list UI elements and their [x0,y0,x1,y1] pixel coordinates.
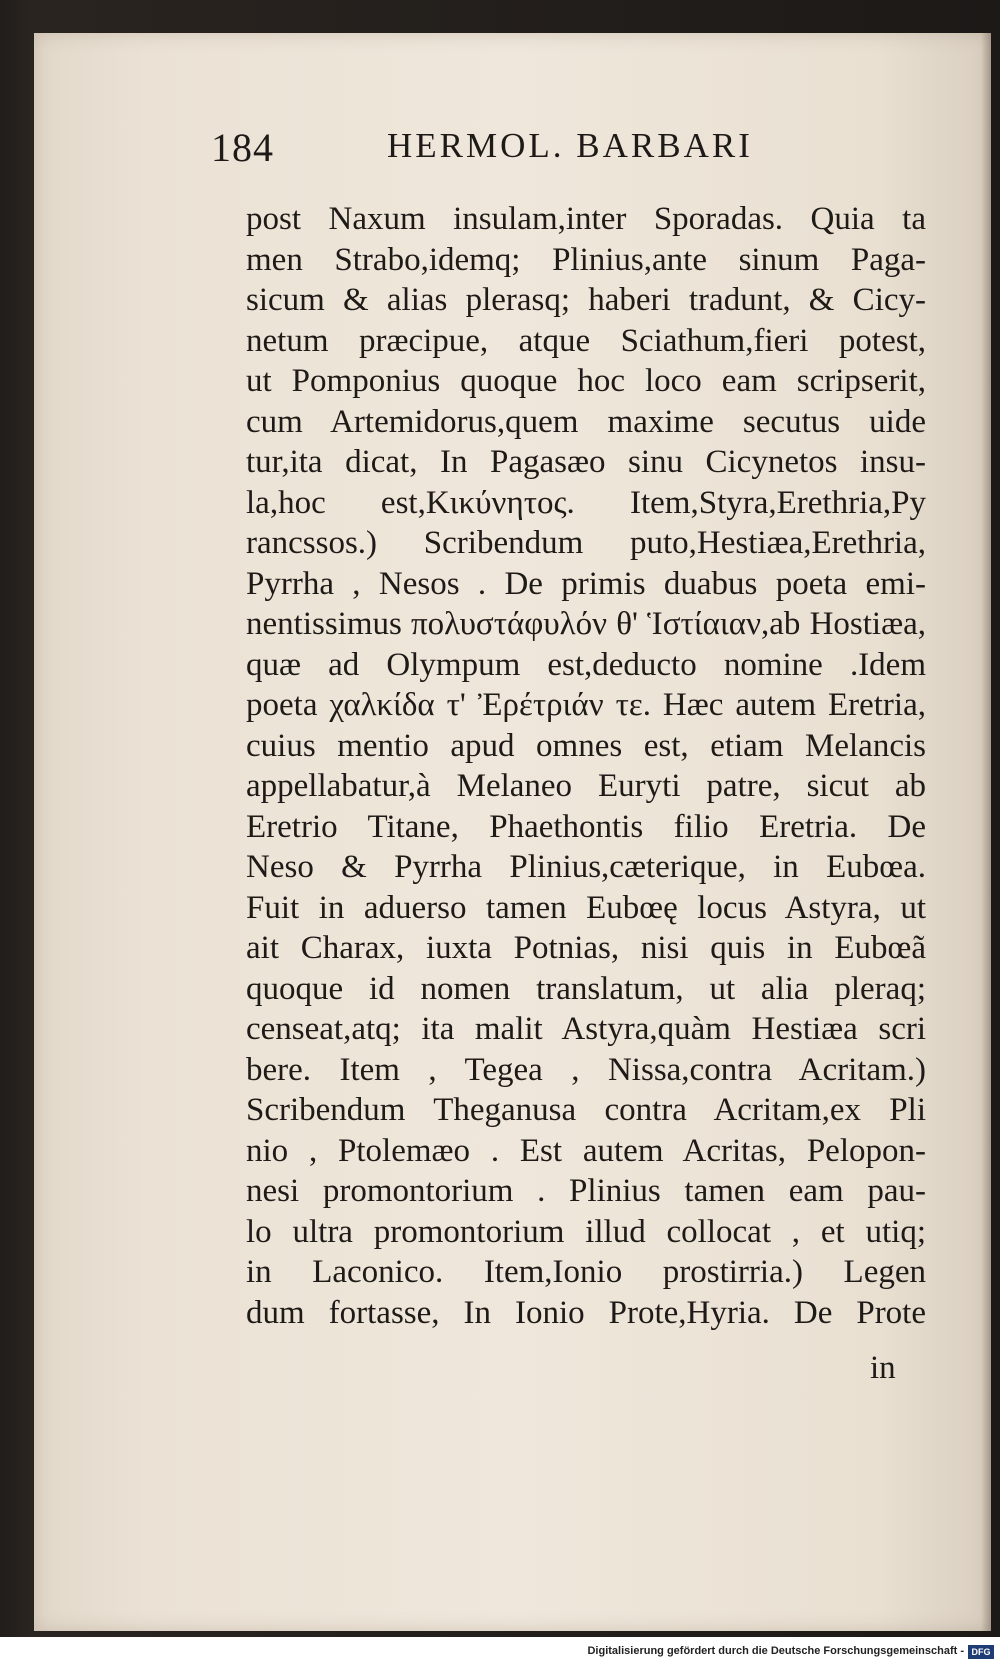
body-text [246,199,926,1333]
catchword: in [870,1350,896,1386]
text-line: netum præcipue, atque Sciathum,fieri potest, [246,322,926,359]
text-line: cuius mentio apud omnes est, etiam Melancis [246,727,926,764]
text-line: in Laconico. Item,Ionio prostirria.) Legen [246,1254,926,1290]
text-line: nio , Ptolemæo . Est autem Acritas, Pelopon- [246,1132,926,1169]
text-line: rancssos.) Scribendum puto,Hestiæa,Erethria, [246,525,926,561]
digitization-footer [0,1637,1000,1669]
text-line: la,hoc est,Κικύνητος. Item,Styra,Erethria,Py [246,484,926,521]
text-line: Scribendum Theganusa contra Acritam,ex Pli [246,1092,926,1128]
page-edge-shadow [981,33,991,1631]
text-line: nesi promontorium . Plinius tamen eam pau- [246,1173,926,1209]
text-line: Eretrio Titane, Phaethontis filio Eretria. De [246,808,926,845]
text-line: Pyrrha , Nesos . De primis duabus poeta emi- [246,565,926,602]
text-line: men Strabo,idemq; Plinius,ante sinum Paga- [246,241,926,278]
page-header [211,124,811,182]
text-line: Neso & Pyrrha Plinius,cæterique, in Eubœa. [246,849,926,885]
page-number: 184 [211,125,274,170]
footer-credit: Digitalisierung gefördert durch die Deutsche Forschungsgemeinschaft - [587,1645,964,1657]
text-line: ait Charax, iuxta Potnias, nisi quis in Eubœã [246,930,926,966]
text-line: post Naxum insulam,inter Sporadas. Quia ta [246,201,926,237]
text-line: lo ultra promontorium illud collocat , et utiq; [246,1213,926,1250]
text-line: dum fortasse, In Ionio Prote,Hyria. De Prote [246,1294,926,1331]
text-line: censeat,atq; ita malit Astyra,quàm Hestiæa scri [246,1011,926,1047]
running-head: HERMOL. BARBARI [387,126,753,165]
text-line: cum Artemidorus,quem maxime secutus uide [246,403,926,440]
text-line: poeta χαλκίδα τ' Ἐρέτριάν τε. Hæc autem Eretria, [246,687,926,723]
text-line: nentissimus πολυστάφυλόν θ' Ἱστίαιαν,ab Hostiæa, [246,606,926,642]
text-line: sicum & alias plerasq; haberi tradunt, & Cicy- [246,282,926,318]
text-line: bere. Item , Tegea , Nissa,contra Acritam.) [246,1051,926,1088]
text-line: quæ ad Olympum est,deducto nomine .Idem [246,646,926,683]
text-line: tur,ita dicat, In Pagasæo sinu Cicynetos insu- [246,444,926,480]
text-line: appellabatur,à Melaneo Euryti patre, sicut ab [246,768,926,804]
text-line: Fuit in aduerso tamen Eubœę locus Astyra, ut [246,889,926,926]
text-line: ut Pomponius quoque hoc loco eam scripserit, [246,363,926,399]
dfg-logo: DFG [968,1645,994,1659]
text-line: quoque id nomen translatum, ut alia pleraq; [246,970,926,1007]
